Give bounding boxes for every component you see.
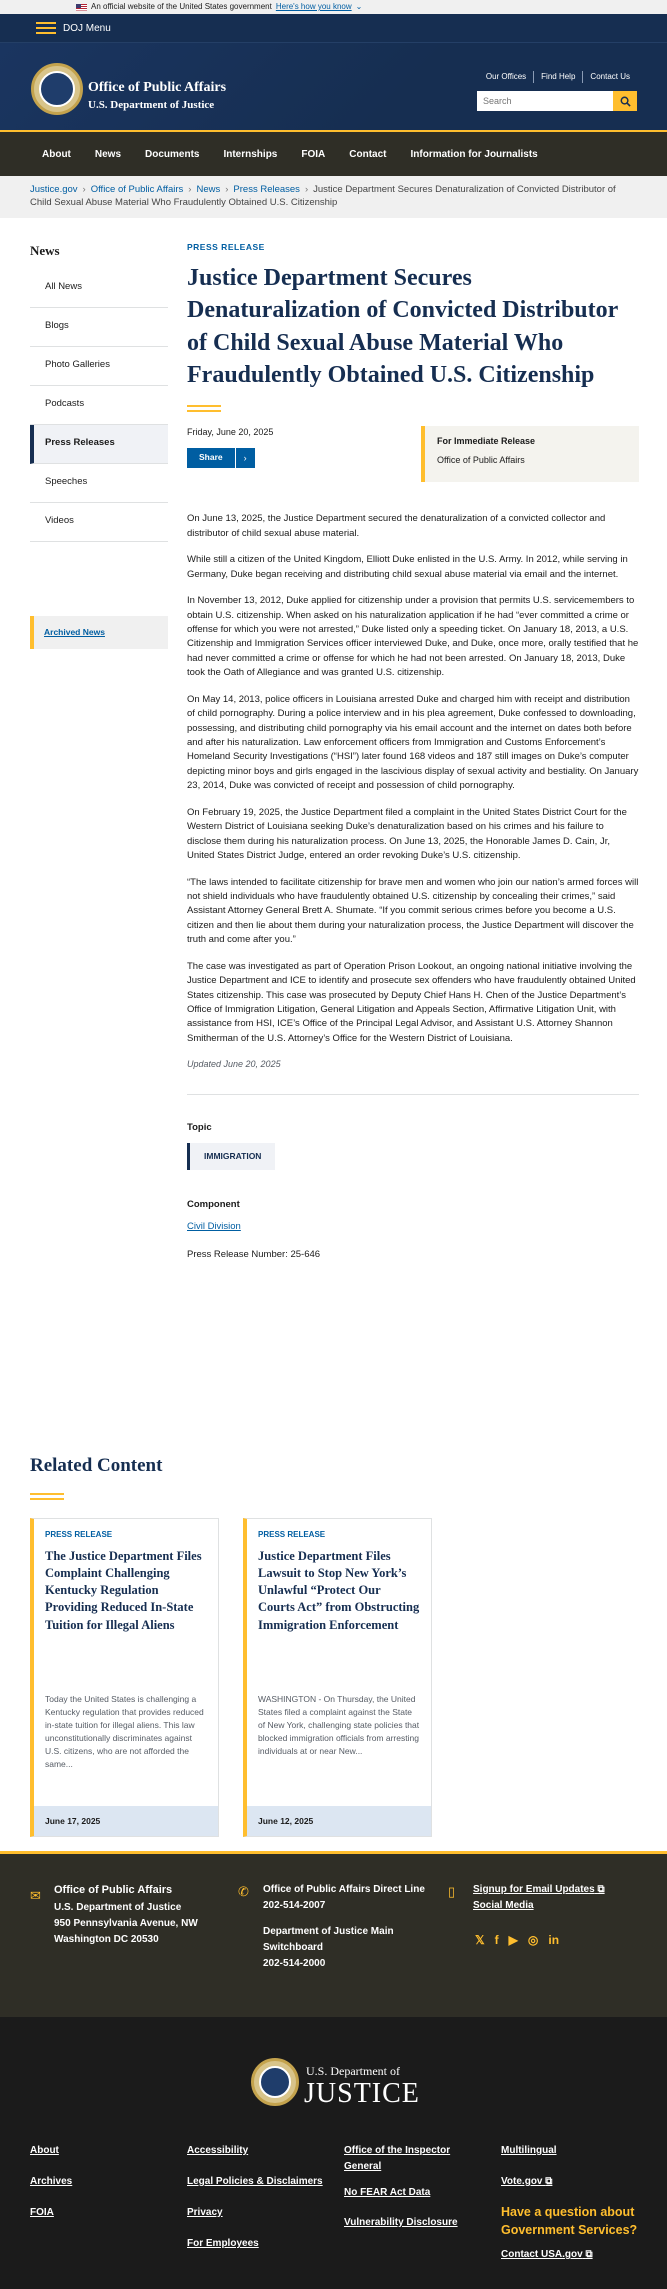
contact-us-link[interactable]: Contact Us (582, 71, 637, 83)
heres-how-link[interactable]: Here's how you know (275, 2, 352, 11)
mobile-icon: ▯ (448, 1884, 456, 1899)
article-kicker: PRESS RELEASE (187, 242, 265, 252)
share-label: Share (187, 448, 235, 468)
doj-menu-button[interactable] (0, 14, 667, 42)
instagram-icon[interactable]: ◎ (527, 1933, 539, 1947)
side-nav-all-news[interactable]: All News (30, 269, 168, 308)
search-icon (620, 96, 631, 107)
card-date: June 12, 2025 (247, 1806, 431, 1836)
side-nav-photo-galleries[interactable]: Photo Galleries (30, 347, 168, 386)
card-kicker: PRESS RELEASE (45, 1529, 113, 1539)
breadcrumb-justice-gov[interactable]: Justice.gov (30, 184, 78, 195)
article-paragraph: On June 13, 2025, the Justice Department secured the denaturalization of a convicted collector and distributor of child sexual abuse material. (187, 513, 606, 539)
doj-seal-logo[interactable] (31, 63, 83, 115)
nav-documents[interactable]: Documents (145, 148, 200, 160)
side-nav-videos[interactable]: Videos (30, 503, 168, 542)
footer-doj-seal[interactable] (251, 2058, 299, 2106)
vote-gov-label[interactable]: Vote.gov (501, 2176, 543, 2187)
phone-icon: ✆ (238, 1884, 249, 1899)
card-title[interactable]: The Justice Department Files Complaint Challenging Kentucky Regulation Providing Reduced In-State Tuition for Illegal Aliens (45, 1548, 202, 1632)
topic-tag[interactable]: IMMIGRATION (187, 1143, 275, 1170)
article-paragraph: In November 13, 2012, Duke applied for citizenship under a provision that permits U.S. servicemembers to obtain U.S. citizenship. When asked on his naturalization application if he had “ever committed a crime or offense for which you were not arrested,” Duke listed only a speeding ticket. On January 18, 2013, a U.S. Citizenship and Immigration Services officer interviewed Duke, and Duke, once more, orally testified that he had never committed a crime or offense for which he had not been arrested. On January 18, 2013, Duke took the Oath of Allegiance and was granted U.S. citizenship. (187, 595, 639, 679)
archived-news-link[interactable]: Archived News (30, 616, 168, 649)
address-line-1: 950 Pennsylvania Avenue, NW (54, 1917, 198, 1929)
site-title[interactable]: Office of Public Affairs (88, 80, 227, 95)
title-divider (187, 405, 221, 412)
footer-logo-top: U.S. Department of (306, 2064, 400, 2078)
switchboard-number[interactable]: 202-514-2000 (263, 1958, 326, 1969)
nav-foia[interactable]: FOIA (301, 148, 326, 160)
divider (187, 1094, 639, 1095)
chevron-right-icon: › (225, 184, 229, 195)
card-kicker: PRESS RELEASE (258, 1529, 326, 1539)
chevron-right-icon: › (82, 184, 86, 195)
search-input[interactable] (477, 91, 613, 111)
us-flag-icon (76, 4, 87, 11)
contact-band (0, 1851, 667, 2017)
footer-multilingual-link[interactable]: Multilingual (501, 2145, 557, 2156)
article-meta (187, 426, 639, 512)
footer-contact-usa-link[interactable] (501, 2247, 593, 2262)
contact-usa-label[interactable]: Contact USA.gov (501, 2249, 583, 2260)
release-office: Office of Public Affairs (437, 454, 525, 465)
article-date: Friday, June 20, 2025 (187, 427, 274, 438)
email-signup-label[interactable]: Signup for Email Updates (473, 1884, 595, 1895)
article-body (187, 512, 639, 1046)
article-paragraph: While still a citizen of the United Kingdom, Elliott Duke enlisted in the U.S. Army. In 2012, while serving in Germany, Duke began receiving and distributing child sexual abuse material via email and the internet. (187, 554, 628, 580)
gov-banner-text: An official website of the United States government (91, 2, 272, 11)
article-paragraph: On May 14, 2013, police officers in Louisiana arrested Duke and charged him with receipt and distribution of child pornography. During a police interview and in his plea agreement, Duke confessed to downloading, possessing, and distributing child pornography via his email account and the internet on dates both before and after his naturalization. Law enforcement officers from Immigration and Customs Enforcement’s Homeland Security Investigations (“HSI”) later found 168 videos and 187 still images on Duke’s computer depicting minor boys and girls engaged in the lascivious display of sexual activity and bestiality. On January 23, 2014, Duke was convicted of receipt and possession of child pornography. (187, 693, 639, 792)
card-description: WASHINGTON - On Thursday, the United States filed a complaint against the State of New York, challenging state policies that blocked immigration officials from arresting individuals at or near New... (258, 1693, 420, 1757)
footer-archives-link[interactable]: Archives (30, 2176, 73, 2187)
related-card[interactable] (243, 1518, 432, 1837)
our-offices-link[interactable]: Our Offices (485, 72, 527, 81)
switchboard-label: Department of Justice Main Switchboard (263, 1926, 394, 1953)
facebook-icon[interactable]: f (494, 1933, 499, 1947)
footer-employees-link[interactable]: For Employees (187, 2238, 259, 2249)
release-heading: For Immediate Release (437, 436, 536, 447)
find-help-link[interactable]: Find Help (533, 71, 582, 83)
related-content (30, 1452, 637, 1837)
external-link-icon: ⧉ (585, 2249, 593, 2260)
share-button[interactable] (187, 448, 255, 468)
article-paragraph: The case was investigated as part of Operation Prison Lookout, an ongoing national initiative involving the Justice Department and ICE to identify and prosecute sex offenders who have fraudulently obtained United States citizenship. This case was prosecuted by Deputy Chief Hans H. Chen of the Justice Department’s Office of Immigration Litigation, General Litigation and Appeals Section, Affirmative Litigation Unit, with assistance from HSI, ICE’s Office of the Principal Legal Advisor, and Assistant U.S. Attorney Shannon Smitherman of the U.S. Attorney’s Office for the Western District of Louisiana. (187, 960, 636, 1044)
footer-logo-main: JUSTICE (304, 2078, 420, 2109)
footer-vote-link[interactable] (501, 2174, 552, 2189)
card-description: Today the United States is challenging a Kentucky regulation that provides reduced in-state tuition for illegal aliens. This law unconstitutionally discriminates against U.S. citizens, who are not afforded the same... (45, 1693, 204, 1770)
footer-foia-link[interactable]: FOIA (30, 2207, 54, 2218)
breadcrumb (0, 176, 667, 218)
side-nav (30, 241, 168, 542)
external-link-icon: ⧉ (545, 2176, 553, 2187)
social-icons (475, 1931, 559, 1949)
breadcrumb-press-releases[interactable]: Press Releases (233, 184, 300, 195)
article (187, 241, 639, 1263)
doj-menu-label: DOJ Menu (63, 22, 111, 34)
footer-about-link[interactable]: About (30, 2145, 59, 2156)
card-title[interactable]: Justice Department Files Lawsuit to Stop New York’s Unlawful “Protect Our Courts Act” from Obstructing Immigration Enforcement (258, 1548, 420, 1632)
footer-nofear-link[interactable]: No FEAR Act Data (344, 2187, 431, 2198)
address-line-2: Washington DC 20530 (54, 1933, 159, 1945)
nav-news[interactable]: News (94, 148, 122, 160)
nav-contact[interactable]: Contact (349, 148, 387, 160)
gov-banner (0, 0, 667, 14)
side-nav-speeches[interactable]: Speeches (30, 464, 168, 503)
site-footer (0, 2017, 667, 2289)
footer-oig-link[interactable]: Office of the Inspector General (344, 2145, 451, 2172)
article-title: Justice Department Secures Denaturalization of Convicted Distributor of Child Sexual Abuse Material Who Fraudulently Obtained U.S. Citizenship (187, 264, 618, 388)
nav-about[interactable]: About (42, 148, 71, 160)
youtube-icon[interactable]: ▶ (508, 1933, 518, 1947)
office-dept: U.S. Department of Justice (54, 1901, 182, 1913)
main-nav (0, 130, 667, 176)
civil-division-link[interactable]: Civil Division (187, 1221, 241, 1233)
email-signup (473, 1882, 605, 1914)
breadcrumb-opa[interactable]: Office of Public Affairs (90, 184, 184, 195)
article-paragraph: “The laws intended to facilitate citizenship for brave men and women who join our nation’s armed forces will not shield individuals who have fraudulently obtained U.S. citizenship by concealing their crimes,” said Assistant Attorney General Brett A. Shumate. “If you commit serious crimes before you become a U.S. citizen and then lie about them during your naturalization process, the Justice Department will discover the truth and come after you.” (187, 876, 639, 946)
hamburger-icon[interactable] (36, 22, 56, 34)
footer-accessibility-link[interactable]: Accessibility (187, 2145, 249, 2156)
footer-privacy-link[interactable]: Privacy (187, 2207, 223, 2218)
card-date: June 17, 2025 (34, 1806, 218, 1836)
release-box (421, 426, 639, 482)
side-nav-heading: News (30, 243, 60, 258)
footer-question: Have a question about Government Services? (501, 2205, 638, 2238)
topic-label: Topic (187, 1121, 212, 1133)
component-label: Component (187, 1198, 240, 1210)
office-name: Office of Public Affairs (54, 1884, 173, 1896)
breadcrumb-current: Justice Department Secures Denaturalization of Convicted Distributor of Child Sexual Abuse Material Who Fraudulently Obtained U.S. Citizenship (30, 184, 616, 209)
site-subtitle[interactable]: U.S. Department of Justice (88, 99, 215, 111)
side-nav-press-releases[interactable]: Press Releases (30, 425, 168, 464)
related-card[interactable] (30, 1518, 219, 1837)
direct-line-label: Office of Public Affairs Direct Line (263, 1884, 425, 1895)
footer-legal-link[interactable]: Legal Policies & Disclaimers (187, 2176, 323, 2187)
related-heading: Related Content (30, 1455, 163, 1476)
chevron-right-icon[interactable]: › (235, 448, 255, 468)
mail-icon: ✉ (30, 1888, 41, 1903)
related-divider (30, 1493, 64, 1500)
social-media-link[interactable]: Social Media (473, 1900, 534, 1911)
search-form (477, 91, 637, 111)
article-paragraph: On February 19, 2025, the Justice Department filed a complaint in the United States District Court for the Western District of Louisiana seeking Duke’s denaturalization based on his crimes and his failure to disclose them during his naturalization process. On June 13, 2025, the Honorable James D. Cain, Jr, United States District Judge, entered an order revoking Duke’s U.S. citizenship. (187, 806, 627, 862)
breadcrumb-news[interactable]: News (196, 184, 221, 195)
phone-numbers (263, 1882, 433, 1972)
chevron-right-icon: › (304, 184, 309, 195)
email-signup-link[interactable] (473, 1882, 605, 1898)
x-icon[interactable]: 𝕏 (475, 1933, 485, 1947)
updated-date: Updated June 20, 2025 (187, 1059, 281, 1070)
nav-internships[interactable]: Internships (223, 148, 278, 160)
direct-line-number[interactable]: 202-514-2007 (263, 1900, 326, 1911)
chevron-right-icon: › (188, 184, 192, 195)
press-release-number: Press Release Number: 25-646 (187, 1249, 321, 1261)
search-button[interactable] (613, 91, 637, 111)
utility-links (479, 71, 637, 83)
footer-vulnerability-link[interactable]: Vulnerability Disclosure (344, 2217, 458, 2228)
office-address (54, 1882, 198, 1948)
external-link-icon: ⧉ (597, 1884, 605, 1895)
site-header (0, 42, 667, 130)
nav-journalists[interactable]: Information for Journalists (410, 148, 538, 160)
side-nav-blogs[interactable]: Blogs (30, 308, 168, 347)
linkedin-icon[interactable]: in (548, 1933, 560, 1947)
side-nav-podcasts[interactable]: Podcasts (30, 386, 168, 425)
chevron-down-icon[interactable]: ⌄ (355, 2, 363, 11)
